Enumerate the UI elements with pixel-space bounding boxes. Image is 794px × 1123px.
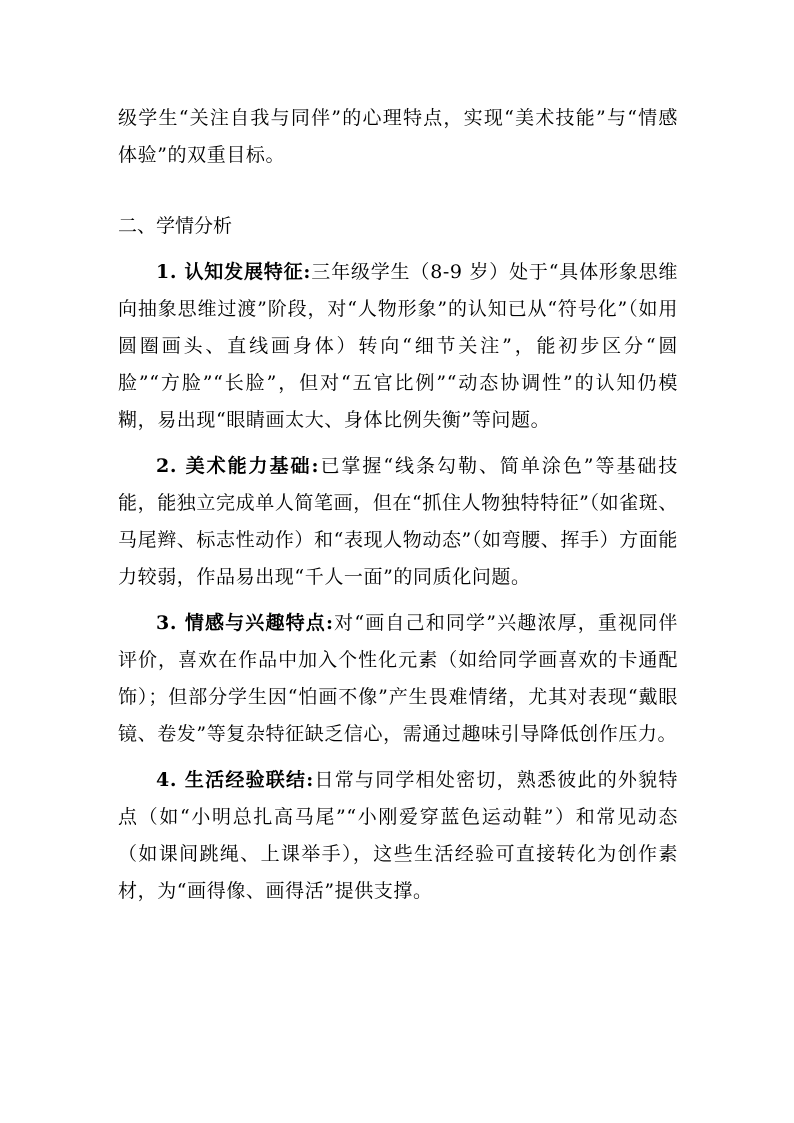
item-label: 2. 美术能力基础: bbox=[156, 455, 320, 477]
item-text: 日常与同学相处密切，熟悉彼此的外貌特点（如“小明总扎高马尾”“小刚爱穿蓝色运动鞋”）和常见动态（如课间跳绳、上课举手），这些生活经验可直接转化为创作素材，为“画得像、画得活”提供支撑。 bbox=[118, 769, 678, 902]
item-label: 3. 情感与兴趣特点: bbox=[156, 612, 334, 634]
intro-paragraph: 级学生“关注自我与同伴”的心理特点，实现“美术技能”与“情感体验”的双重目标。 bbox=[118, 107, 678, 166]
item-label: 4. 生活经验联结: bbox=[156, 769, 314, 791]
analysis-item-life-experience bbox=[118, 762, 678, 910]
item-text: 对“画自己和同学”兴趣浓厚，重视同伴评价，喜欢在作品中加入个性化元素（如给同学画喜欢的卡通配饰）；但部分学生因“怕画不像”产生畏难情绪，尤其对表现“戴眼镜、卷发”等复杂特征缺乏信心，需通过趣味引导降低创作压力。 bbox=[118, 612, 678, 745]
document-page bbox=[118, 100, 678, 910]
analysis-item-art-skills bbox=[118, 448, 678, 596]
item-label: 1. 认知发展特征: bbox=[156, 261, 312, 283]
item-text: 已掌握“线条勾勒、简单涂色”等基础技能，能独立完成单人简笔画，但在“抓住人物独特特征”（如雀斑、马尾辫、标志性动作）和“表现人物动态”（如弯腰、挥手）方面能力较弱，作品易出现“千人一面”的同质化问题。 bbox=[118, 455, 678, 588]
analysis-item-cognitive bbox=[118, 254, 678, 439]
section-heading-learner-analysis: 二、学情分析 bbox=[118, 215, 233, 237]
analysis-item-emotion-interest bbox=[118, 605, 678, 753]
item-text: 三年级学生（8-9 岁）处于“具体形象思维向抽象思维过渡”阶段，对“人物形象”的认知已从“符号化”（如用圆圈画头、直线画身体）转向“细节关注”，能初步区分“圆脸”“方脸”“长脸”，但对“五官比例”“动态协调性”的认知仍模糊，易出现“眼睛画太大、身体比例失衡”等问题。 bbox=[118, 261, 678, 431]
